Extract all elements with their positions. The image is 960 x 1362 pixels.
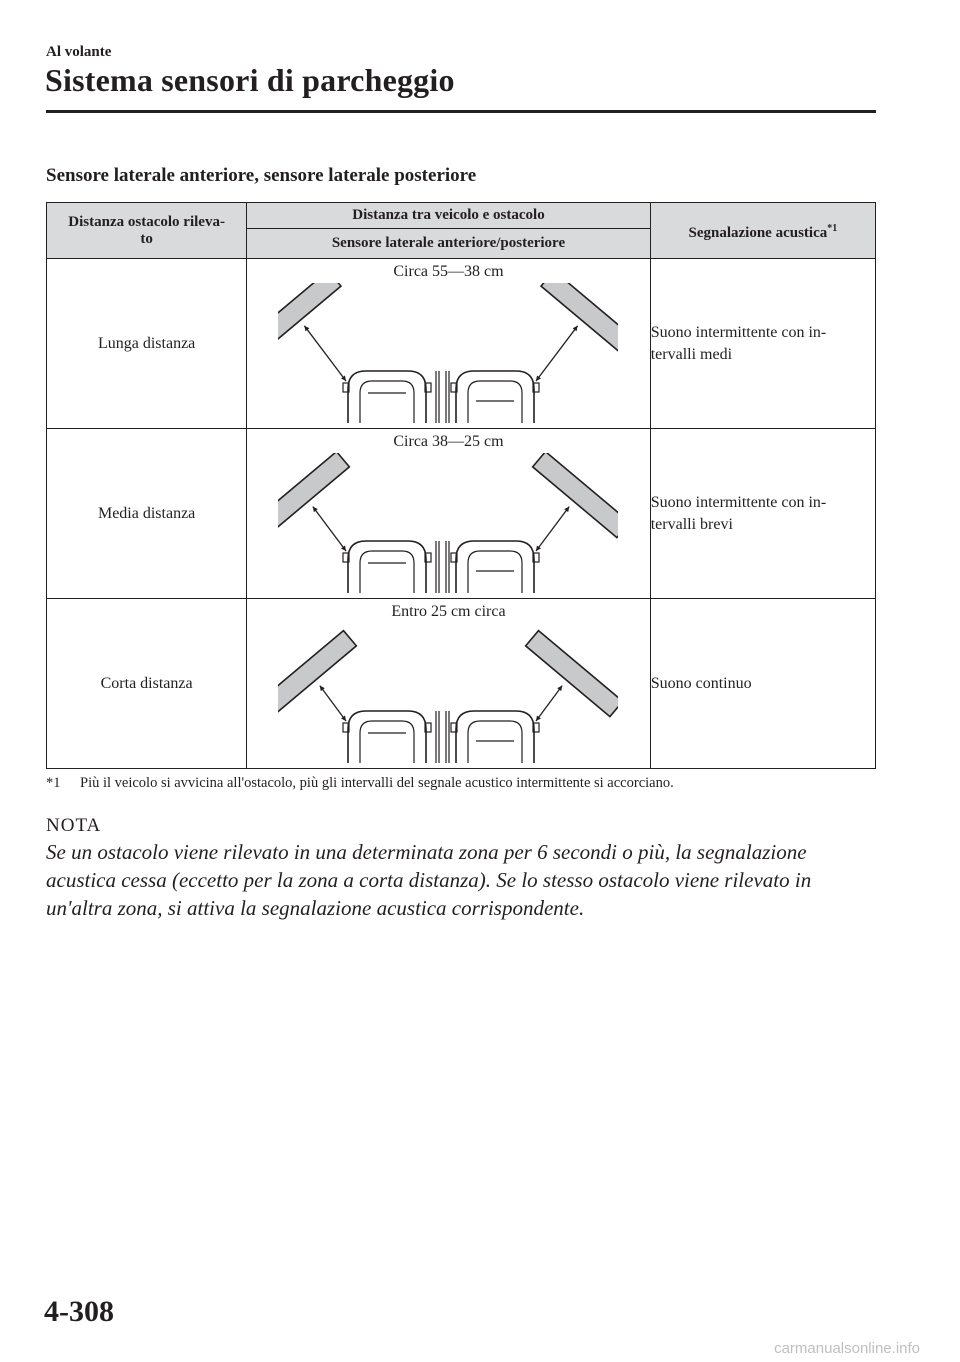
diagram-cell xyxy=(247,429,650,599)
footnote xyxy=(46,775,674,792)
obstacle-bar xyxy=(278,631,356,717)
distance-arrow xyxy=(320,686,346,721)
arrow-line xyxy=(313,507,346,551)
acoustic-signal xyxy=(650,599,875,769)
obstacle-bar xyxy=(542,283,619,357)
arrow-line xyxy=(536,326,578,381)
acoustic-signal xyxy=(650,429,875,599)
page-number: 4-308 xyxy=(44,1295,114,1328)
acoustic-signal xyxy=(650,259,875,429)
header-sensor: Sensore laterale anteriore/posteriore xyxy=(247,229,650,259)
distance-arrow xyxy=(313,507,346,551)
car-front-view xyxy=(343,541,439,593)
arrow-line xyxy=(320,686,346,721)
obstacle-bar xyxy=(533,453,618,538)
car-front-view xyxy=(343,711,439,763)
obstacle-bar xyxy=(278,453,349,538)
distance-arrow xyxy=(536,686,562,721)
sub-heading: Sensore laterale anteriore, sensore laterale posteriore xyxy=(46,165,477,186)
note-text: Se un ostacolo viene rilevato in una determinata zona per 6 secondi o più, la segnalazione acustica cessa (eccetto per la zona a corta distanza). Se lo stesso ostacolo viene rilevato in un'altra zona, si attiva la segnalazione acustica corrispondente. xyxy=(46,840,812,920)
table-row xyxy=(47,429,876,599)
range-name: Media distanza xyxy=(47,429,247,599)
watermark-text: carmanualsonline.info xyxy=(774,1340,920,1357)
acoustic-signal-line1: Suono intermittente con in- xyxy=(650,323,827,341)
car-cabin xyxy=(468,551,522,593)
diagram-caption: Circa 38―25 cm xyxy=(393,433,504,450)
header-detected-line2: to xyxy=(140,230,153,247)
car-rear-view xyxy=(446,711,539,763)
page-title: Sistema sensori di parcheggio xyxy=(45,62,455,98)
header-acoustic-signal xyxy=(650,203,875,259)
obstacle xyxy=(526,631,618,717)
car-cabin xyxy=(360,381,414,423)
header-detected-distance xyxy=(47,203,247,259)
obstacle xyxy=(533,453,618,538)
header-vehicle-distance: Distanza tra veicolo e ostacolo xyxy=(247,203,650,229)
diagram-caption: Circa 55―38 cm xyxy=(393,263,504,280)
header-detected-line1: Distanza ostacolo rileva- xyxy=(68,213,225,230)
title-rule xyxy=(46,110,876,113)
arrow-line xyxy=(536,686,562,721)
car-cabin xyxy=(468,381,522,423)
note-label: NOTA xyxy=(46,815,102,836)
obstacle xyxy=(278,631,356,717)
header-acoustic-label: Segnalazione acustica xyxy=(688,224,828,241)
arrow-line xyxy=(536,507,569,551)
section-label: Al volante xyxy=(46,44,112,60)
parking-diagram xyxy=(278,283,618,425)
obstacle xyxy=(278,283,341,357)
diagram-caption: Entro 25 cm circa xyxy=(391,603,506,620)
parking-diagram xyxy=(278,453,618,595)
distance-arrow xyxy=(536,326,578,381)
car-rear-view xyxy=(446,371,539,423)
car-cabin xyxy=(360,551,414,593)
footnote-text: Più il veicolo si avvicina all'ostacolo, più gli intervalli del segnale acustico intermittente si accorciano. xyxy=(80,775,674,791)
acoustic-signal-line2: tervalli medi xyxy=(650,345,733,363)
acoustic-signal-line1: Suono continuo xyxy=(650,674,752,692)
car-front-view xyxy=(343,371,439,423)
obstacle-bar xyxy=(278,283,341,357)
obstacle xyxy=(278,453,349,538)
watermark xyxy=(0,1340,960,1362)
diagram-cell xyxy=(247,259,650,429)
distance-arrow xyxy=(305,326,347,381)
car-cabin xyxy=(360,721,414,763)
table-header-row xyxy=(47,203,876,229)
footnote-mark: *1 xyxy=(46,775,61,791)
distance-table xyxy=(46,202,876,769)
arrow-line xyxy=(305,326,347,381)
header-acoustic-ref: *1 xyxy=(827,222,838,234)
range-name: Lunga distanza xyxy=(47,259,247,429)
car-rear-view xyxy=(446,541,539,593)
table-row xyxy=(47,599,876,769)
obstacle-bar xyxy=(526,631,618,717)
range-name: Corta distanza xyxy=(47,599,247,769)
parking-diagram xyxy=(278,623,618,765)
acoustic-signal-line2: tervalli brevi xyxy=(650,515,733,533)
car-cabin xyxy=(468,721,522,763)
table-row xyxy=(47,259,876,429)
acoustic-signal-line1: Suono intermittente con in- xyxy=(650,493,827,511)
distance-arrow xyxy=(536,507,569,551)
diagram-cell xyxy=(247,599,650,769)
obstacle xyxy=(542,283,619,357)
